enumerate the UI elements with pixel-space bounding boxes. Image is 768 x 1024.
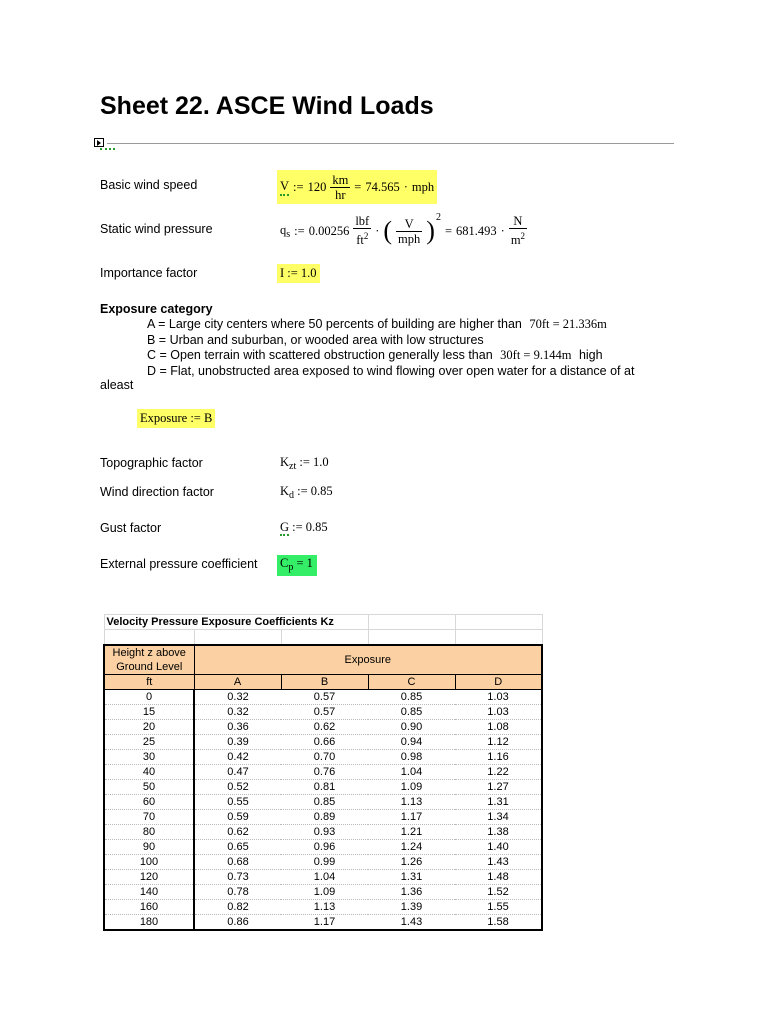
coefficient-cell: 0.59 [194, 810, 281, 825]
coefficient-cell: 0.57 [281, 705, 368, 720]
coefficient-cell: 0.81 [281, 780, 368, 795]
coefficient-cell: 1.27 [455, 780, 542, 795]
coefficient-cell: 0.57 [281, 690, 368, 705]
table-row [104, 840, 542, 855]
coefficient-cell: 1.03 [455, 690, 542, 705]
table-caption: Velocity Pressure Exposure Coefficients Kz [104, 615, 368, 630]
height-cell: 30 [104, 750, 194, 765]
exposure-c-line [147, 348, 603, 363]
coefficient-cell: 0.96 [281, 840, 368, 855]
empty-cell [104, 630, 194, 646]
kz-table [103, 614, 543, 931]
coefficient-cell: 0.47 [194, 765, 281, 780]
exposure-d-line: D = Flat, unobstructed area exposed to wind flowing over open water for a distance of at [147, 364, 635, 378]
direction-var: K [280, 484, 290, 498]
static-pressure-var: $q_s$ [280, 222, 291, 240]
height-cell: 25 [104, 735, 194, 750]
coefficient-cell: 0.82 [194, 900, 281, 915]
static-pressure-result: 681.493 [456, 223, 497, 238]
importance-label: Importance factor [100, 266, 198, 280]
gust-label: Gust factor [100, 521, 162, 535]
coefficient-cell: 1.34 [455, 810, 542, 825]
direction-sub: d [289, 490, 295, 501]
coefficient-cell: 1.39 [368, 900, 455, 915]
coefficient-cell: 1.40 [455, 840, 542, 855]
unit-row [104, 675, 542, 690]
empty-cell [281, 630, 368, 646]
coefficient-cell: 0.89 [281, 810, 368, 825]
coefficient-cell: 1.55 [455, 900, 542, 915]
equals-op: = [354, 179, 362, 194]
column-header: B [281, 675, 368, 690]
coefficient-cell: 1.52 [455, 885, 542, 900]
coefficient-cell: 0.86 [194, 915, 281, 931]
table-row [104, 915, 542, 931]
height-cell: 60 [104, 795, 194, 810]
height-cell: 140 [104, 885, 194, 900]
wind-speed-result-unit: mph [411, 179, 435, 194]
ext-pressure-sub: p [288, 562, 294, 573]
region-error-squiggle [100, 146, 115, 150]
wind-speed-var: V [280, 179, 289, 196]
coefficient-cell: 1.12 [455, 735, 542, 750]
coefficient-cell: 0.99 [281, 855, 368, 870]
ext-pressure-value: = 1 [293, 556, 313, 570]
coefficient-cell: 0.32 [194, 705, 281, 720]
coefficient-cell: 1.36 [368, 885, 455, 900]
coefficient-cell: 0.62 [281, 720, 368, 735]
coefficient-cell: 1.08 [455, 720, 542, 735]
ext-pressure-formula[interactable] [277, 555, 317, 576]
topographic-label: Topographic factor [100, 456, 203, 470]
static-pressure-formula[interactable] [280, 208, 527, 254]
exposure-a-text: A = Large city centers where 50 percents of building are higher than [147, 317, 522, 331]
table-row [104, 855, 542, 870]
height-cell: 100 [104, 855, 194, 870]
coefficient-cell: 0.85 [368, 705, 455, 720]
coefficient-cell: 1.09 [281, 885, 368, 900]
column-header: A [194, 675, 281, 690]
height-cell: 70 [104, 810, 194, 825]
dot-op: · [375, 223, 380, 238]
direction-label: Wind direction factor [100, 485, 214, 499]
table-row [104, 825, 542, 840]
height-cell: 90 [104, 840, 194, 855]
table-row [104, 810, 542, 825]
column-header: D [455, 675, 542, 690]
coefficient-cell: 0.90 [368, 720, 455, 735]
coefficient-cell: 0.70 [281, 750, 368, 765]
assign-op: := [294, 223, 305, 238]
left-paren: ( [383, 216, 393, 245]
height-header-line1: Height z above [112, 647, 186, 659]
coefficient-cell: 1.38 [455, 825, 542, 840]
exposure-a-line [147, 317, 607, 332]
coefficient-cell: 0.73 [194, 870, 281, 885]
region-divider [107, 143, 674, 144]
static-pressure-result-unit: $\frac{N}{m^2}$ [510, 214, 526, 248]
coefficient-cell: 0.85 [368, 690, 455, 705]
coefficient-cell: 1.31 [455, 795, 542, 810]
coefficient-cell: 0.52 [194, 780, 281, 795]
height-cell: 40 [104, 765, 194, 780]
table-row [104, 900, 542, 915]
coefficient-cell: 1.03 [455, 705, 542, 720]
height-header-line2: Ground Level [116, 661, 183, 673]
static-pressure-label: Static wind pressure [100, 222, 213, 236]
exponent: 2 [435, 211, 441, 223]
coefficient-cell: 1.58 [455, 915, 542, 931]
equals-op: = [444, 223, 453, 238]
exposure-b-line: B = Urban and suburban, or wooded area with low structures [147, 333, 484, 347]
assign-op: := [293, 179, 304, 194]
exposure-d-continued: aleast [100, 378, 134, 392]
gust-value: := 0.85 [289, 520, 328, 534]
coefficient-cell: 0.62 [194, 825, 281, 840]
coefficient-cell: 1.48 [455, 870, 542, 885]
topographic-var: K [280, 455, 290, 469]
coefficient-cell: 1.13 [281, 900, 368, 915]
empty-cell [194, 630, 281, 646]
coefficient-cell: 1.04 [368, 765, 455, 780]
wind-speed-value: 120 [307, 179, 327, 194]
height-cell: 15 [104, 705, 194, 720]
empty-cell [455, 630, 542, 646]
coefficient-cell: 0.55 [194, 795, 281, 810]
topographic-value: := 1.0 [296, 455, 329, 469]
unit-cell: ft [104, 675, 194, 690]
topographic-formula[interactable] [280, 455, 329, 472]
exposure-c-tail: high [578, 348, 603, 362]
coefficient-cell: 1.16 [455, 750, 542, 765]
coefficient-cell: 1.31 [368, 870, 455, 885]
height-cell: 120 [104, 870, 194, 885]
coefficient-cell: 0.76 [281, 765, 368, 780]
coefficient-cell: 0.42 [194, 750, 281, 765]
empty-cell [368, 615, 455, 630]
coefficient-cell: 1.13 [368, 795, 455, 810]
direction-formula[interactable] [280, 484, 333, 501]
coefficient-cell: 1.26 [368, 855, 455, 870]
table-row [104, 885, 542, 900]
column-header: C [368, 675, 455, 690]
dot-op: · [403, 179, 408, 194]
table-row [104, 705, 542, 720]
importance-formula[interactable]: I := 1.0 [277, 264, 320, 283]
coefficient-cell: 1.21 [368, 825, 455, 840]
wind-speed-formula[interactable] [277, 170, 437, 204]
coefficient-cell: 0.78 [194, 885, 281, 900]
exposure-header: Exposure [194, 645, 542, 675]
exposure-category-heading: Exposure category [100, 302, 213, 316]
coefficient-cell: 0.65 [194, 840, 281, 855]
height-cell: 80 [104, 825, 194, 840]
coefficient-cell: 1.17 [281, 915, 368, 931]
table-row [104, 750, 542, 765]
coefficient-cell: 0.68 [194, 855, 281, 870]
static-pressure-unit: $\frac{\text{lbf}}{ft^2}$ [355, 214, 370, 248]
speed-ratio: $\frac{V}{\text{mph}}$ [398, 216, 421, 246]
coefficient-cell: 0.32 [194, 690, 281, 705]
coefficient-cell: 0.36 [194, 720, 281, 735]
table-row [104, 780, 542, 795]
gust-var: G [280, 520, 290, 534]
wind-speed-unit: $\frac{km}{hr}$ [332, 172, 349, 202]
coefficient-cell: 0.85 [281, 795, 368, 810]
coefficient-cell: 1.24 [368, 840, 455, 855]
empty-cell [455, 615, 542, 630]
coefficient-cell: 1.04 [281, 870, 368, 885]
coefficient-cell: 1.43 [455, 855, 542, 870]
empty-cell [368, 630, 455, 646]
ext-pressure-var: C [280, 556, 289, 570]
exposure-a-math[interactable]: 70ft = 21.336m [529, 317, 607, 331]
table-row [104, 690, 542, 705]
coefficient-cell: 1.17 [368, 810, 455, 825]
coefficient-cell: 0.98 [368, 750, 455, 765]
coefficient-cell: 0.39 [194, 735, 281, 750]
exposure-c-math[interactable]: 30ft = 9.144m [500, 348, 572, 362]
table-row [104, 795, 542, 810]
table-row [104, 735, 542, 750]
exposure-c-text: C = Open terrain with scattered obstruction generally less than [147, 348, 493, 362]
page-title: Sheet 22. ASCE Wind Loads [100, 92, 434, 120]
coefficient-cell: 0.94 [368, 735, 455, 750]
static-pressure-coef: 0.00256 [308, 223, 350, 238]
gust-formula[interactable] [280, 520, 328, 535]
coefficient-cell: 0.93 [281, 825, 368, 840]
topographic-sub: zt [289, 461, 297, 472]
right-paren: ) [426, 216, 435, 245]
table-row [104, 720, 542, 735]
height-cell: 180 [104, 915, 194, 931]
height-cell: 20 [104, 720, 194, 735]
height-cell: 50 [104, 780, 194, 795]
coefficient-cell: 1.09 [368, 780, 455, 795]
wind-speed-result: 74.565 [365, 179, 400, 194]
coefficient-cell: 1.22 [455, 765, 542, 780]
coefficient-cell: 1.43 [368, 915, 455, 931]
coefficient-cell: 0.66 [281, 735, 368, 750]
ext-pressure-label: External pressure coefficient [100, 557, 258, 571]
height-header [104, 645, 194, 675]
dot-op: · [500, 223, 505, 238]
height-cell: 160 [104, 900, 194, 915]
wind-speed-label: Basic wind speed [100, 178, 198, 192]
direction-value: := 0.85 [294, 484, 333, 498]
height-cell: 0 [104, 690, 194, 705]
table-row [104, 765, 542, 780]
exposure-formula[interactable]: Exposure := B [137, 409, 215, 428]
table-row [104, 870, 542, 885]
